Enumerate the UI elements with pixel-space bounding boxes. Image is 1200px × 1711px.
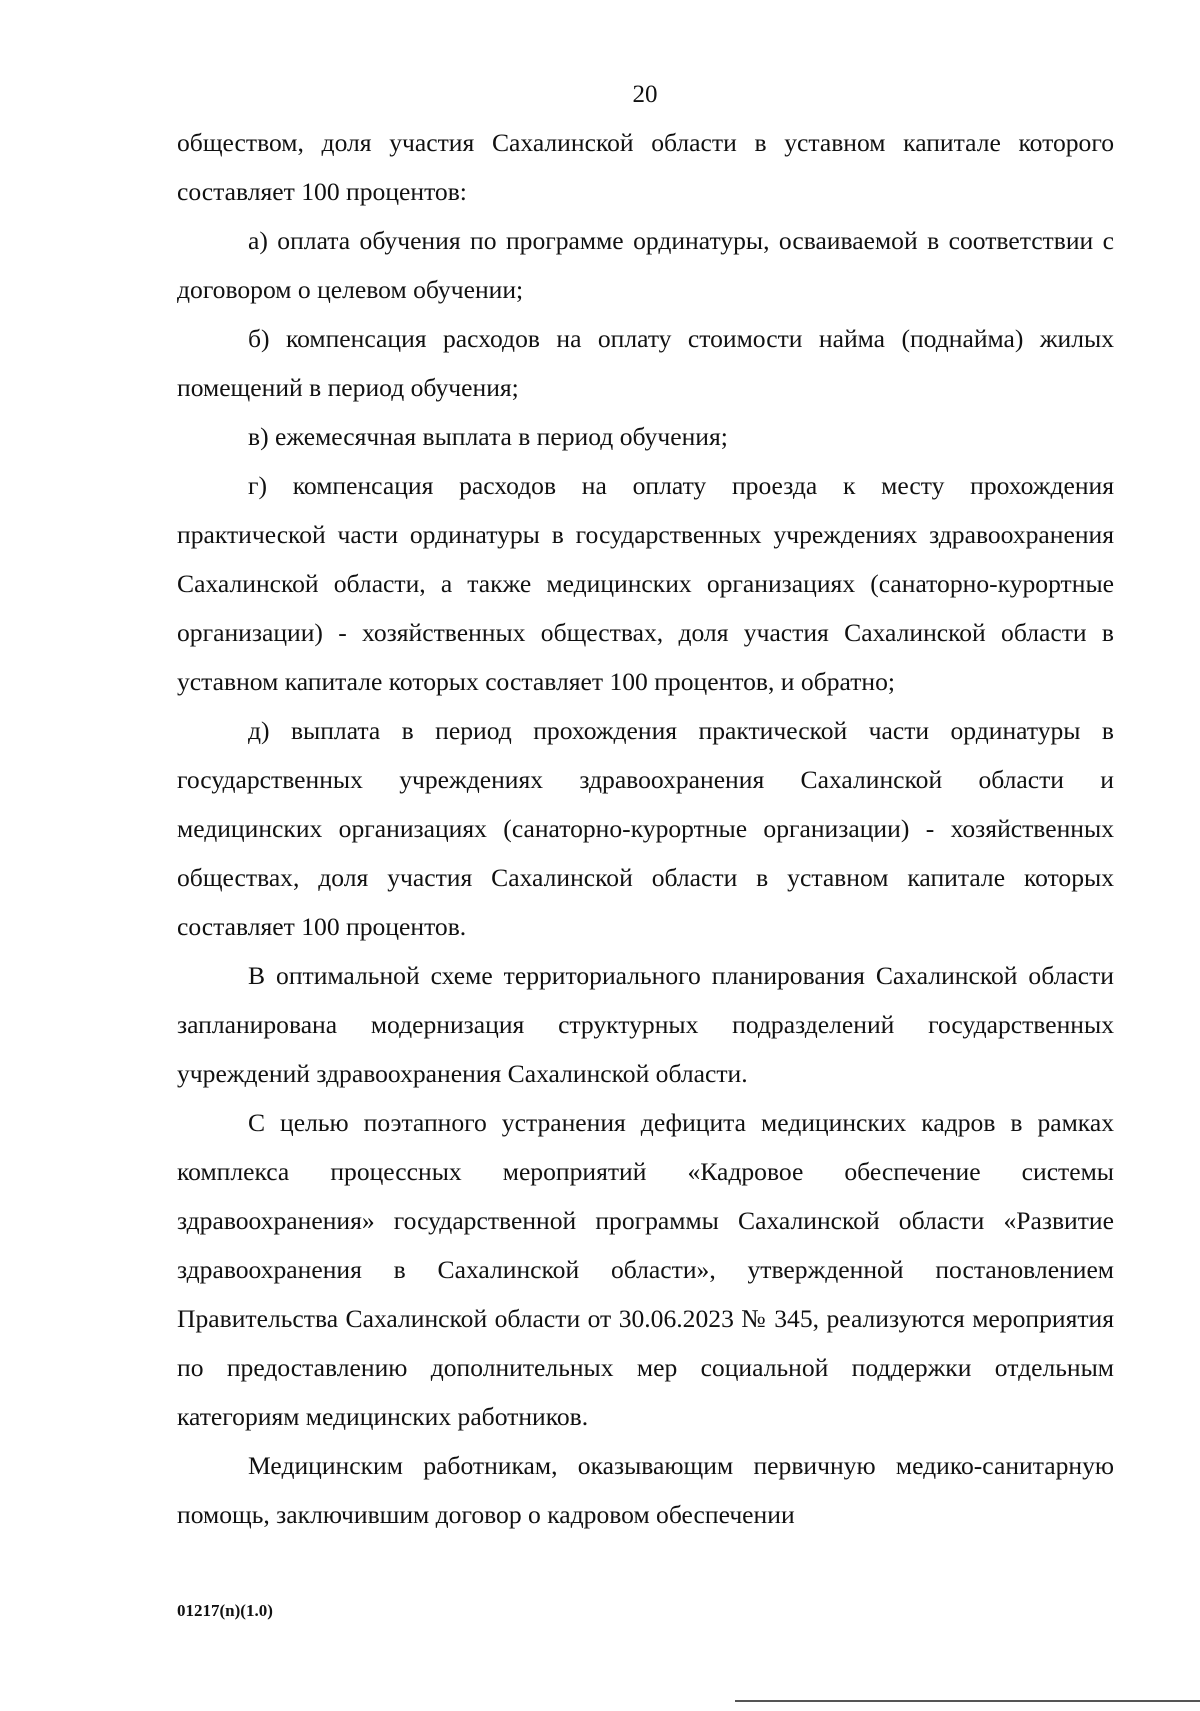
paragraph-item-d: д) выплата в период прохождения практической части ординатуры в государственных учреждениях здравоохранения Сахалинской области и медицинских организациях (санаторно-курортные организации) - хозяйственных обществах, доля участия Сахалинской области в уставном капитале которых составляет 100 процентов. (177, 716, 1114, 941)
paragraph-planning: В оптимальной схеме территориального планирования Сахалинской области запланирована модернизация структурных подразделений государственных учреждений здравоохранения Сахалинской области. (177, 961, 1114, 1088)
paragraph-program: С целью поэтапного устранения дефицита медицинских кадров в рамках комплекса процессных мероприятий «Кадровое обеспечение системы здравоохранения» государственной программы Сахалинской области «Развитие здравоохранения в Сахалинской области», утвержденной постановлением Правительства Сахалинской области от 30.06.2023 № 345, реализуются мероприятия по предоставлению дополнительных мер социальной поддержки отдельным категориям медицинских работников. (177, 1108, 1114, 1431)
page-number: 20 (632, 81, 658, 108)
paragraph-continuation: обществом, доля участия Сахалинской области в уставном капитале которого составляет 100 процентов: (177, 128, 1114, 206)
paragraph-medical-workers: Медицинским работникам, оказывающим первичную медико-санитарную помощь, заключившим договор о кадровом обеспечении (177, 1451, 1114, 1529)
footer-code: 01217(n)(1.0) (177, 1601, 273, 1620)
paragraph-item-g: г) компенсация расходов на оплату проезда к месту прохождения практической части ординатуры в государственных учреждениях здравоохранения Сахалинской области, а также медицинских организациях (санаторно-курортные организации) - хозяйственных обществах, доля участия Сахалинской области в уставном капитале которых составляет 100 процентов, и обратно; (177, 471, 1114, 696)
paragraph-item-b: б) компенсация расходов на оплату стоимости найма (поднайма) жилых помещений в период обучения; (177, 324, 1114, 402)
paragraph-item-v: в) ежемесячная выплата в период обучения; (248, 422, 728, 451)
paragraph-item-a: а) оплата обучения по программе ординатуры, осваиваемой в соответствии с договором о целевом обучении; (177, 226, 1114, 304)
document-body (177, 118, 1114, 1539)
scan-edge-divider (735, 1700, 1200, 1702)
